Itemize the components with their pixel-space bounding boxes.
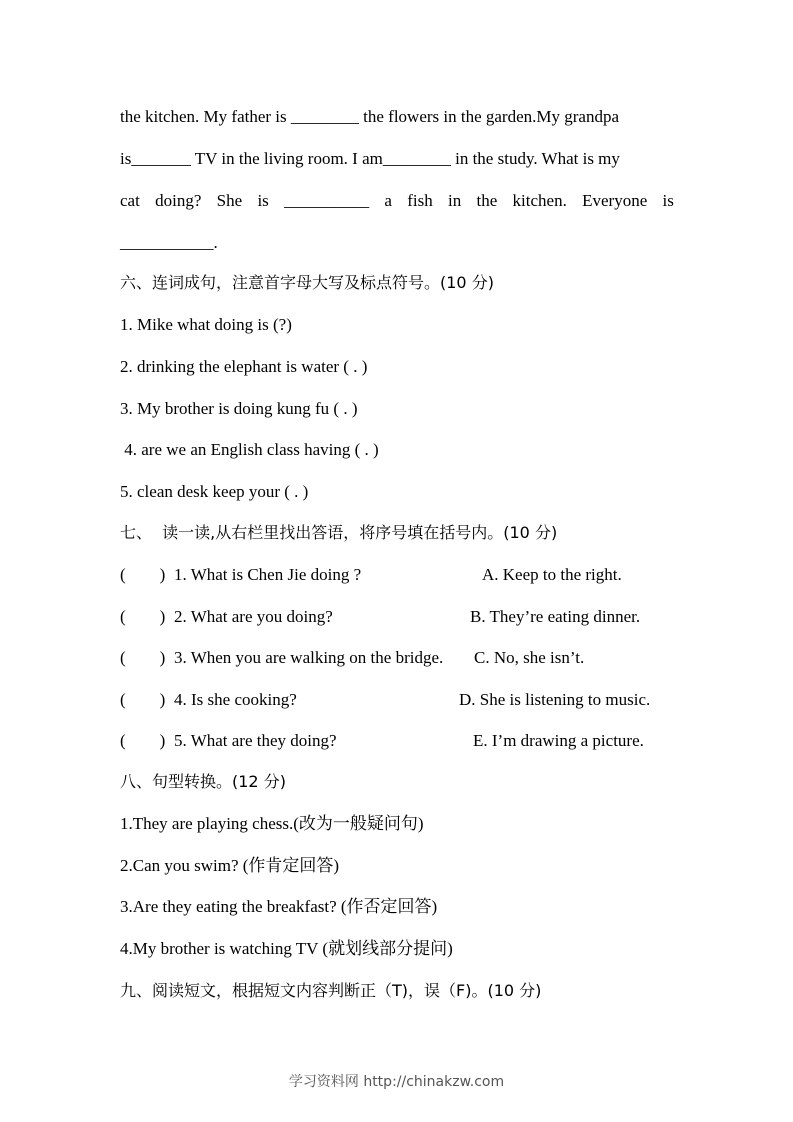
matching-answer: E. I’m drawing a picture. — [473, 731, 644, 750]
section-8-item-4: 4.My brother is watching TV (就划线部分提问) — [120, 939, 453, 958]
matching-question: 2. What are you doing? — [174, 607, 333, 626]
answer-bracket: ( ) — [120, 690, 166, 709]
passage-word: Everyone — [582, 191, 648, 210]
passage-word: in — [447, 191, 462, 210]
section-8-heading: 八、句型转换。(12 分) — [120, 772, 286, 791]
section-7-heading: 七、 读一读,从右栏里找出答语，将序号填在括号内。(10 分) — [120, 523, 558, 542]
passage-word: a — [384, 191, 392, 210]
answer-bracket: ( ) — [120, 565, 166, 584]
matching-answer: B. They’re eating dinner. — [470, 607, 641, 626]
passage-line-1: the kitchen. My father is ________ the flowers in the garden.My grandpa — [120, 107, 620, 126]
passage-word: doing? — [155, 191, 202, 210]
matching-answer: D. She is listening to music. — [459, 690, 651, 709]
passage-blank: __________ — [284, 191, 370, 210]
section-8-item-1: 1.They are playing chess.(改为一般疑问句) — [120, 814, 424, 833]
passage-word: the — [476, 191, 498, 210]
passage-word: fish — [407, 191, 433, 210]
passage-line-4: ___________. — [120, 233, 218, 252]
site-watermark-footer: 学习资料网 http://chinakzw.com — [288, 1074, 505, 1090]
passage-word: cat — [120, 191, 140, 210]
section-6-item-3: 3. My brother is doing kung fu ( . ) — [120, 399, 358, 418]
answer-bracket: ( ) — [120, 731, 166, 750]
matching-question: 1. What is Chen Jie doing ? — [174, 565, 362, 584]
matching-answer: C. No, she isn’t. — [474, 648, 585, 667]
section-6-heading: 六、连词成句，注意首字母大写及标点符号。(10 分) — [120, 273, 494, 292]
section-8-item-3: 3.Are they eating the breakfast? (作否定回答) — [120, 897, 438, 916]
section-6-item-4: 4. are we an English class having ( . ) — [120, 440, 379, 459]
answer-bracket: ( ) — [120, 648, 166, 667]
passage-word: She — [216, 191, 243, 210]
matching-question: 3. When you are walking on the bridge. — [174, 648, 444, 667]
matching-answer: A. Keep to the right. — [482, 565, 622, 584]
section-6-item-2: 2. drinking the elephant is water ( . ) — [120, 357, 368, 376]
passage-word: is — [257, 191, 269, 210]
section-6-item-1: 1. Mike what doing is (?) — [120, 315, 292, 334]
section-9-heading: 九、阅读短文，根据短文内容判断正（T)，误（F)。(10 分) — [120, 981, 542, 1000]
passage-word: is — [662, 191, 674, 210]
matching-question: 5. What are they doing? — [174, 731, 337, 750]
passage-line-2: is_______ TV in the living room. I am________ in the study. What is my — [120, 149, 620, 168]
answer-bracket: ( ) — [120, 607, 166, 626]
passage-word: kitchen. — [512, 191, 567, 210]
section-8-item-2: 2.Can you swim? (作肯定回答) — [120, 856, 340, 875]
passage-line-3 — [120, 191, 674, 211]
matching-question: 4. Is she cooking? — [174, 690, 297, 709]
section-6-item-5: 5. clean desk keep your ( . ) — [120, 482, 309, 501]
